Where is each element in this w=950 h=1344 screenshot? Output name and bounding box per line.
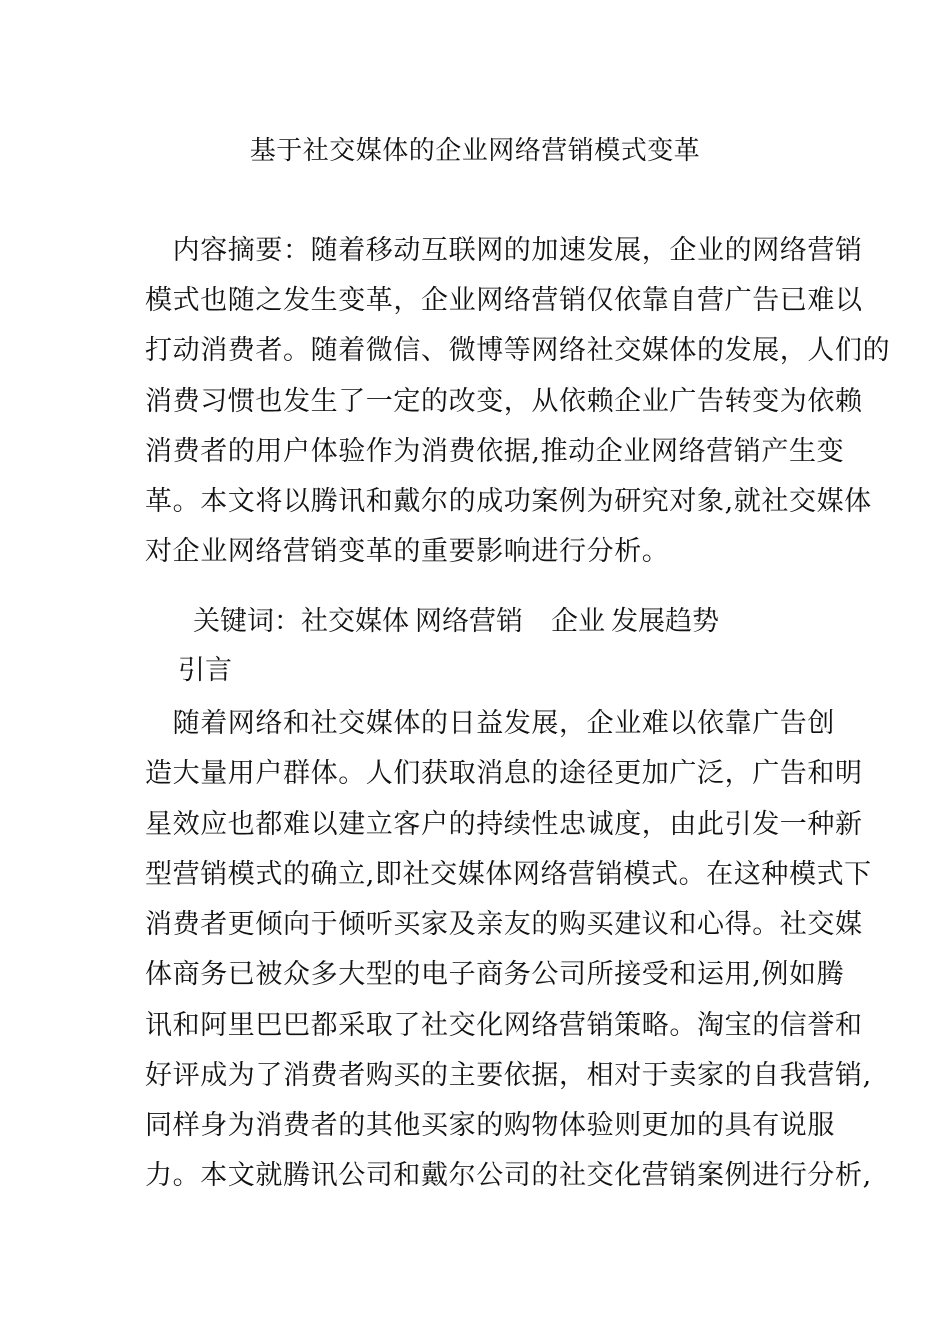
- keywords-label: 关键词：: [193, 606, 301, 637]
- intro-line: 体商务已被众多大型的电子商务公司所接受和运用,例如腾: [145, 959, 845, 990]
- abstract-line: 消费者的用户体验作为消费依据,推动企业网络营销产生变: [145, 436, 845, 467]
- abstract-line: 打动消费者。随着微信、微博等网络社交媒体的发展，人们的: [145, 335, 891, 366]
- intro-line: 型营销模式的确立,即社交媒体网络营销模式。在这种模式下: [145, 859, 872, 890]
- document-title: 基于社交媒体的企业网络营销模式变革: [249, 136, 701, 166]
- abstract-line: 革。本文将以腾讯和戴尔的成功案例为研究对象,就社交媒体: [145, 486, 872, 517]
- intro-line: 讯和阿里巴巴都采取了社交化网络营销策略。淘宝的信誉和: [145, 1010, 863, 1041]
- intro-line: 好评成为了消费者购买的主要依据，相对于卖家的自我营销,: [145, 1060, 872, 1091]
- intro-line: 力。本文就腾讯公司和戴尔公司的社交化营销案例进行分析,: [145, 1160, 872, 1191]
- keyword-term: 企业: [551, 606, 605, 637]
- keyword-term: 发展趋势: [611, 606, 719, 637]
- abstract-line: 模式也随之发生变革，企业网络营销仅依靠自营广告已难以: [145, 285, 863, 316]
- keyword-term: 社交媒体: [301, 606, 409, 637]
- abstract-line: 内容摘要：随着移动互联网的加速发展，企业的网络营销: [145, 235, 863, 266]
- intro-line: 造大量用户群体。人们获取消息的途径更加广泛，广告和明: [145, 758, 863, 789]
- abstract-line: 对企业网络营销变革的重要影响进行分析。: [145, 536, 670, 567]
- keyword-term: 网络营销: [415, 606, 523, 637]
- section-heading: 引言: [178, 655, 232, 686]
- abstract-line: 消费习惯也发生了一定的改变，从依赖企业广告转变为依赖: [145, 386, 863, 417]
- keywords-line: [193, 603, 725, 641]
- intro-line: 消费者更倾向于倾听买家及亲友的购买建议和心得。社交媒: [145, 909, 863, 940]
- intro-line: 同样身为消费者的其他买家的购物体验则更加的具有说服: [145, 1110, 835, 1141]
- intro-line: 星效应也都难以建立客户的持续性忠诚度，由此引发一种新: [145, 809, 863, 840]
- intro-line: 随着网络和社交媒体的日益发展，企业难以依靠广告创: [145, 708, 835, 739]
